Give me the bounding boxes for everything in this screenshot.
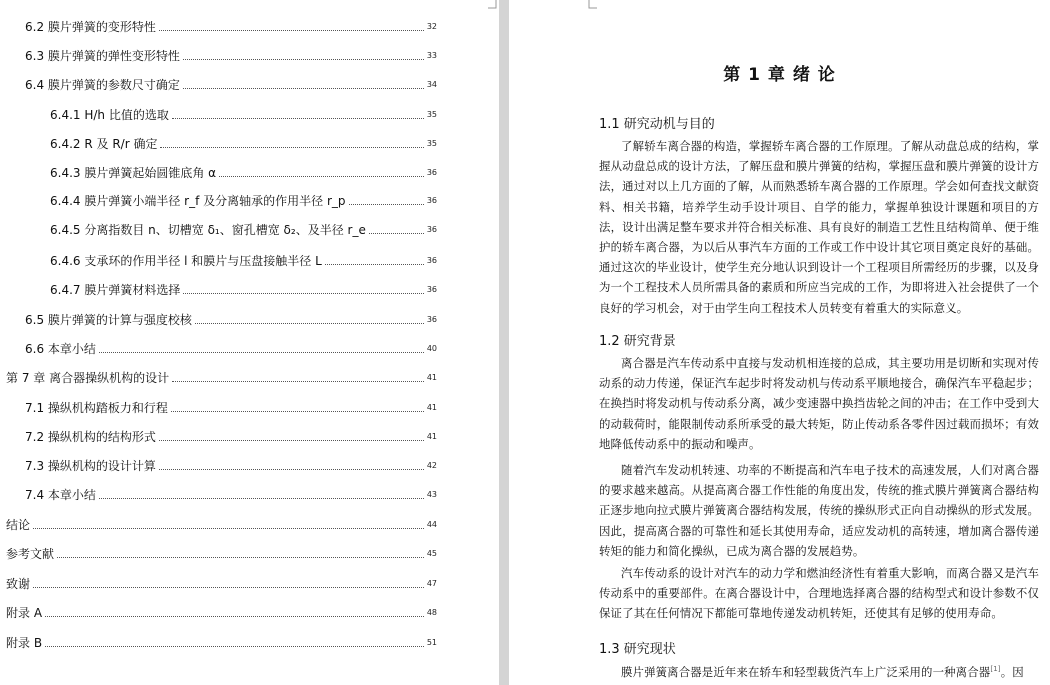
toc-entry[interactable]: 第 7 章 离合器操纵机构的设计 41: [6, 371, 437, 385]
toc-entry[interactable]: 7.1 操纵机构踏板力和行程 41: [25, 401, 437, 415]
paragraph: 离合器是汽车传动系中直接与发动机相连接的总成，其主要功用是切断和实现对传动系的动力传递，保证汽车起步时将发动机与传动系平顺地接合，确保汽车平稳起步；在换挡时将发动机与传动系分离，减少变速器中换挡齿轮之间的冲击；在工作中受到大的动载荷时，能限制传动系所承受的最大转矩，防止传动系各零件因过载而损坏；有效地降低传动系中的振动和噪声。: [599, 356, 1039, 451]
toc-entry[interactable]: 7.2 操纵机构的结构形式 41: [25, 430, 437, 444]
toc-entry[interactable]: 6.4.7 膜片弹簧材料选择 36: [50, 283, 437, 297]
citation[interactable]: [1]: [990, 665, 1001, 673]
toc-entry[interactable]: 致谢 47: [6, 577, 437, 591]
toc-entry[interactable]: 6.2 膜片弹簧的变形特性 32: [25, 20, 437, 34]
paragraph: [599, 659, 1039, 682]
paragraph-text: 膜片弹簧离合器是近年来在轿车和轻型载货汽车上广泛采用的一种离合器: [621, 664, 991, 679]
crop-mark: [587, 0, 597, 10]
toc-entry[interactable]: 7.3 操纵机构的设计计算 42: [25, 459, 437, 473]
paragraph-text: 。因: [1000, 664, 1024, 679]
toc-entry[interactable]: 6.4.5 分离指数目 n、切槽宽 δ₁、窗孔槽宽 δ₂、及半径 r_e 36: [50, 223, 437, 237]
toc-entry[interactable]: 结论 44: [6, 518, 437, 532]
toc-entry[interactable]: 6.6 本章小结 40: [25, 342, 437, 356]
paragraph: 汽车传动系的设计对汽车的动力学和燃油经济性有着重大影响，而离合器又是汽车传动系中的重要部件。在离合器设计中，合理地选择离合器的结构型式和设计参数不仅保证了其在任何情况下都能可靠地传递发动机转矩，还使其有足够的使用寿命。: [599, 566, 1039, 621]
toc-entry[interactable]: 6.4 膜片弹簧的参数尺寸确定 34: [25, 78, 437, 92]
paragraph: 了解轿车离合器的构造，掌握轿车离合器的工作原理。了解从动盘总成的结构，掌握从动盘总成的设计方法，了解压盘和膜片弹簧的结构，掌握压盘和膜片弹簧的设计方法，通过对以上几方面的了解，从而熟悉轿车离合器的工作原理。学会如何查找文献资料、相关书籍，培养学生动手设计项目、自学的能力，掌握单独设计课题和项目的方法，设计出满足整车要求并符合相关标准、具有良好的制造工艺性且结构简单、便于维护的轿车离合器，为以后从事汽车方面的工作或工作中设计其它项目奠定良好的基础。通过这次的毕业设计，使学生充分地认识到设计一个工程项目所需经历的步骤，以及身为一个工程技术人员所需具备的素质和所应当完成的工作，为即将进入社会提供了一个良好的学习机会，对于由学生向工程技术人员转变有着重大的实际意义。: [599, 139, 1039, 315]
toc-entry[interactable]: 参考文献 45: [6, 547, 437, 561]
toc-entry[interactable]: 6.4.2 R 及 R/r 确定 35: [50, 137, 437, 151]
toc-entry[interactable]: 7.4 本章小结 43: [25, 488, 437, 502]
chapter-title: 第 1 章 绪 论: [723, 65, 836, 85]
toc-entry[interactable]: 附录 B 51: [6, 636, 437, 650]
toc-entry[interactable]: 6.4.1 H/h 比值的选取 35: [50, 108, 437, 122]
section-heading: 1.3 研究现状: [599, 642, 676, 657]
toc-entry[interactable]: 6.4.4 膜片弹簧小端半径 r_f 及分离轴承的作用半径 r_p 36: [50, 194, 437, 208]
toc-entry[interactable]: 6.5 膜片弹簧的计算与强度校核 36: [25, 313, 437, 327]
toc-entry[interactable]: 6.4.6 支承环的作用半径 l 和膜片与压盘接触半径 L 36: [50, 254, 437, 268]
crop-mark: [488, 0, 498, 10]
toc-entry[interactable]: 附录 A 48: [6, 606, 437, 620]
section-heading: 1.2 研究背景: [599, 334, 676, 349]
paragraph: 随着汽车发动机转速、功率的不断提高和汽车电子技术的高速发展，人们对离合器的要求越来越高。从提高离合器工作性能的角度出发，传统的推式膜片弹簧离合器结构正逐步地向拉式膜片弹簧离合器结构发展，传统的操纵形式正向自动操纵的形式发展。因此，提高离合器的可靠性和延长其使用寿命，适应发动机的高转速，增加离合器传递转矩的能力和简化操纵，已成为离合器的发展趋势。: [599, 463, 1039, 558]
toc-entry[interactable]: 6.3 膜片弹簧的弹性变形特性 33: [25, 49, 437, 63]
page-gutter: [499, 0, 509, 685]
toc-page: [0, 0, 499, 685]
chapter-page: [509, 0, 1050, 685]
toc-entry[interactable]: 6.4.3 膜片弹簧起始圆锥底角 α 36: [50, 166, 437, 180]
section-heading: 1.1 研究动机与目的: [599, 117, 715, 132]
